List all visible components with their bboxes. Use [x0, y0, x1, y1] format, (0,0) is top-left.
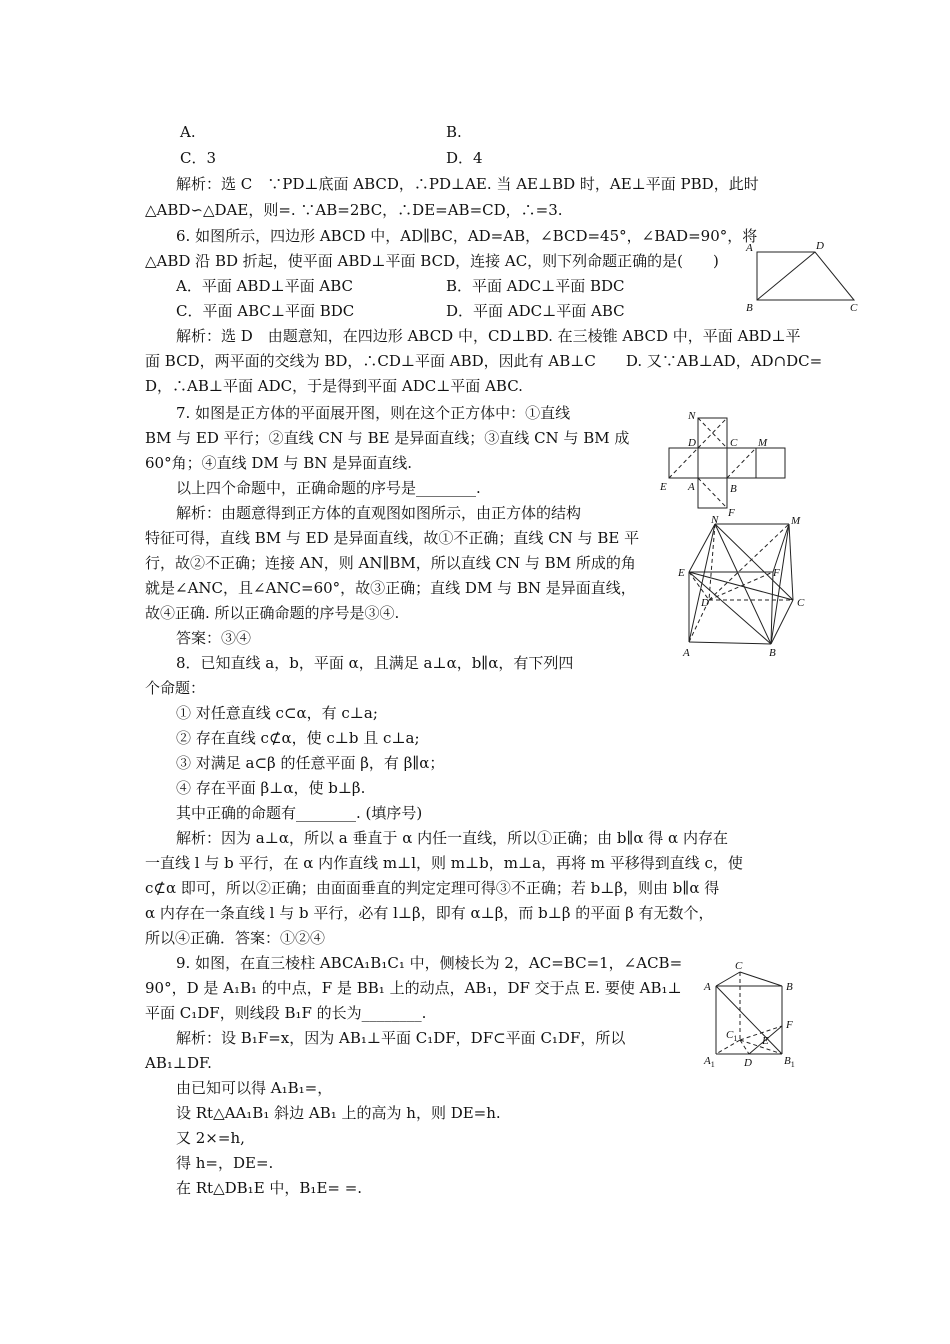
- label-a: A: [688, 481, 695, 493]
- label-c: C: [850, 302, 858, 314]
- text-line: ④ 存在平面 β⊥α，使 b⊥β.: [176, 779, 366, 797]
- text-line: A.: [180, 123, 196, 141]
- label-b1: [784, 1055, 795, 1069]
- text-line: 解析：因为 a⊥α，所以 a 垂直于 α 内任一直线，所以①正确；由 b∥α 得 α 内存在: [176, 829, 728, 847]
- label-c1: [726, 1029, 737, 1043]
- text-line: D．平面 ADC⊥平面 ABC: [446, 302, 625, 320]
- prism-line-c1f: [740, 1026, 782, 1040]
- figure-cube-net: [656, 408, 798, 516]
- text-line: △ABD 沿 BD 折起，使平面 ABD⊥平面 BCD，连接 AC，则下列命题正确的是( ): [145, 252, 719, 270]
- text-line: 个命题：: [145, 679, 206, 697]
- label-c: C: [735, 960, 743, 972]
- label-d: D: [701, 597, 709, 609]
- text-line: 所以④正确．答案：①②④: [145, 929, 326, 947]
- text-line: C．3: [180, 149, 217, 167]
- text-line: 8．已知直线 a，b，平面 α，且满足 a⊥α，b∥α，有下列四: [176, 654, 574, 672]
- cube-line-nb: [715, 524, 771, 644]
- cube-line-nc: [715, 524, 793, 600]
- prism-edge-cb: [740, 972, 782, 986]
- text-line: 特征可得，直线 BM 与 ED 是异面直线，故①不正确；直线 CN 与 BE 平: [145, 529, 640, 547]
- text-line: B.: [446, 123, 462, 141]
- cube-edge-mc: [789, 524, 793, 600]
- text-line: 解析：设 B₁F=x，因为 AB₁⊥平面 C₁DF，DF⊂平面 C₁DF，所以: [176, 1029, 626, 1047]
- text-line: 一直线 l 与 b 平行，在 α 内作直线 m⊥l，则 m⊥b，m⊥a，再将 m 平移得到直线 c，使: [145, 854, 743, 872]
- text-line: c⊄α 即可，所以②正确；由面面垂直的判定定理可得③不正确；若 b⊥β，则由 b∥α 得: [145, 879, 720, 897]
- text-line: D，∴AB⊥平面 ADC，于是得到平面 ADC⊥平面 ABC.: [145, 377, 523, 395]
- label-a: A: [704, 981, 711, 993]
- text-line: ① 对任意直线 c⊂α，有 c⊥a;: [176, 704, 378, 722]
- label-d: D: [816, 240, 824, 252]
- label-a1: [703, 1055, 715, 1069]
- text-line: 故④正确. 所以正确命题的序号是③④.: [145, 604, 400, 622]
- text-line: 面 BCD，两平面的交线为 BD，∴CD⊥平面 ABD，因此有 AB⊥C D. 又∵AB⊥AD，AD∩DC=: [145, 352, 823, 370]
- label-b: B: [746, 302, 753, 314]
- trapezoid-outline: [757, 252, 854, 300]
- text-line: D．4: [446, 149, 483, 167]
- label-f: F: [786, 1019, 793, 1031]
- text-line: AB₁⊥DF.: [145, 1054, 212, 1072]
- figure-trapezoid: [742, 236, 864, 316]
- text-line: ② 存在直线 c⊄α，使 c⊥b 且 c⊥a;: [176, 729, 420, 747]
- net-diagonal-ed: [669, 448, 698, 478]
- figure-prism: [700, 958, 810, 1078]
- prism-edge-ca: [716, 972, 740, 986]
- prism-line-ab1: [716, 986, 782, 1054]
- text-line: 又 2×=h,: [176, 1129, 245, 1147]
- text-line: 行，故②不正确；连接 AN，则 AN∥BM，所以直线 CN 与 BM 所成的角: [145, 554, 636, 572]
- text-line: 在 Rt△DB₁E 中，B₁E= =.: [176, 1179, 363, 1197]
- label-b: B: [730, 483, 737, 495]
- text-line: 以上四个命题中，正确命题的序号是________.: [176, 479, 481, 497]
- label-b: B: [786, 981, 793, 993]
- label-a: A: [746, 242, 753, 254]
- text-line: 就是∠ANC，且∠ANC=60°，故③正确；直线 DM 与 BN 是异面直线，: [145, 579, 636, 597]
- label-c: C: [730, 437, 738, 449]
- text-line: 解析：选 D 由题意知，在四边形 ABCD 中，CD⊥BD. 在三棱锥 ABCD 中，平面 ABD⊥平: [176, 327, 801, 345]
- net-diagonal-bm: [727, 448, 756, 478]
- net-diagonal-bottom: [698, 478, 727, 508]
- text-line: △ABD∽△DAE，则=. ∵AB=2BC，∴DE=AB=CD，∴=3.: [145, 201, 563, 219]
- figure-cube: [675, 514, 815, 664]
- cube-edge-ab: [689, 642, 771, 644]
- label-f: F: [773, 567, 780, 579]
- cube-edge-ne: [689, 524, 715, 572]
- text-line: 9. 如图，在直三棱柱 ABCA₁B₁C₁ 中，侧棱长为 2，AC=BC=1，∠ACB=: [176, 954, 683, 972]
- text-line: 设 Rt△AA₁B₁ 斜边 AB₁ 上的高为 h，则 DE=h.: [176, 1104, 501, 1122]
- label-c1-sub: 1: [733, 1034, 738, 1043]
- label-e: E: [762, 1035, 769, 1047]
- label-e: E: [660, 481, 667, 493]
- label-a: A: [683, 647, 690, 659]
- label-c1-letter: C: [726, 1029, 734, 1041]
- label-m: M: [758, 437, 768, 449]
- text-line: 答案：③④: [176, 629, 252, 647]
- label-d: D: [688, 437, 696, 449]
- label-m: M: [791, 515, 801, 527]
- net-square-2: [698, 448, 727, 478]
- text-line: 由已知可以得 A₁B₁=，: [176, 1079, 333, 1097]
- label-n: N: [688, 410, 696, 422]
- text-line: BM 与 ED 平行；②直线 CN 与 BE 是异面直线；③直线 CN 与 BM 成: [145, 429, 630, 447]
- text-line: C．平面 ABC⊥平面 BDC: [176, 302, 355, 320]
- text-line: ③ 对满足 a⊂β 的任意平面 β，有 β∥α；: [176, 754, 445, 772]
- text-line: 6. 如图所示，四边形 ABCD 中，AD∥BC，AD=AB，∠BCD=45°，∠BAD=90°，将: [176, 227, 758, 245]
- text-line: B．平面 ADC⊥平面 BDC: [446, 277, 625, 295]
- net-square-4: [756, 448, 785, 478]
- text-line: 60°角；④直线 DM 与 BN 是异面直线.: [145, 454, 412, 472]
- label-b1-letter: B: [784, 1055, 791, 1067]
- text-line: A．平面 ABD⊥平面 ABC: [176, 277, 353, 295]
- text-line: 得 h=，DE=.: [176, 1154, 274, 1172]
- text-line: 解析：选 C ∵PD⊥底面 ABCD，∴PD⊥AE. 当 AE⊥BD 时，AE⊥平面 PBD，此时: [176, 175, 759, 193]
- label-d: D: [744, 1057, 752, 1069]
- label-a1-letter: A: [704, 1055, 711, 1067]
- label-b: B: [769, 647, 776, 659]
- text-line: 90°，D 是 A₁B₁ 的中点，F 是 BB₁ 上的动点，AB₁，DF 交于点 E. 要使 AB₁⊥: [145, 979, 682, 997]
- text-line: 7. 如图是正方体的平面展开图，则在这个正方体中：①直线: [176, 404, 571, 422]
- label-f: F: [728, 507, 735, 516]
- label-c: C: [797, 597, 805, 609]
- text-line: α 内存在一条直线 l 与 b 平行，必有 l⊥β，即有 α⊥β，而 b⊥β 的平面 β 有无数个，: [145, 904, 714, 922]
- text-line: 其中正确的命题有________. (填序号): [176, 804, 423, 822]
- text-line: 平面 C₁DF，则线段 B₁F 的长为________.: [145, 1004, 427, 1022]
- label-n: N: [711, 514, 719, 526]
- label-e: E: [678, 567, 685, 579]
- trapezoid-diagonal-bd: [757, 252, 815, 300]
- text-line: 解析：由题意得到正方体的直观图如图所示，由正方体的结构: [176, 504, 582, 522]
- label-a1-sub: 1: [710, 1060, 715, 1069]
- label-b1-sub: 1: [790, 1060, 795, 1069]
